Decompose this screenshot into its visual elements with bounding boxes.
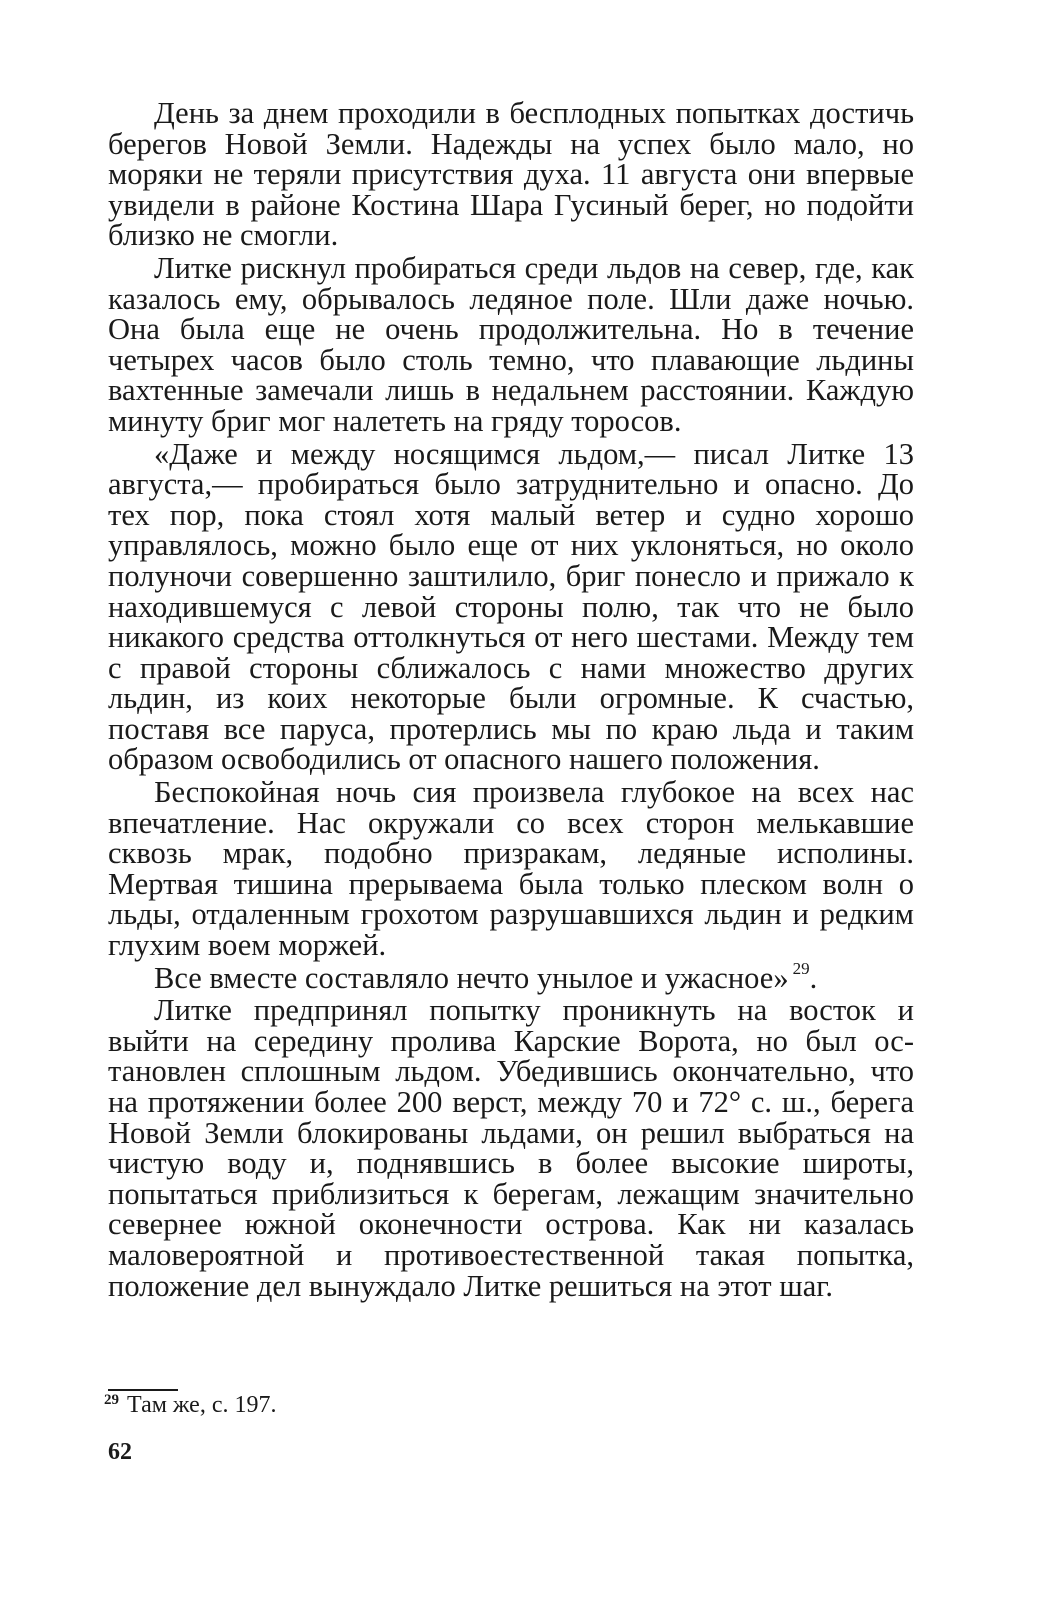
paragraph-2: Литке рискнул пробираться среди льдов на север, где, как казалось ему, обрывалось ледяное поле. Шли даже ночью. Она была еще не очень продолжительна. Но в течение четырех часов было столь темно, что плавающие льдины вахтенные замечали лишь в недальнем расстоянии. Каждую минуту бриг мог налететь на гряду торосов.	[108, 250, 914, 438]
paragraph-4: Беспокойная ночь сия произвела глубокое на всех нас впечатление. Нас окружали со всех сторон мелькавшие сквозь мрак, подобно призракам, ледяные исполины. Мертвая тишина прерываема была только плеском волн о льды, отдаленным грохотом разрушавшихся льдин и редким глухим воем моржей.	[108, 775, 914, 963]
paragraph-1: День за днем проходили в бесплодных попытках достичь берегов Новой Земли. Надежды на успех было мало, но моряки не теряли присутствия духа. 11 августа они впервые увидели в районе Костина Шара Гусиный берег, но подойти близко не смогли.	[108, 96, 914, 253]
paragraph-5-text: Все вместе составляло нечто унылое и ужасное»	[154, 960, 789, 995]
footnote-text: Там же, с. 197.	[127, 1392, 277, 1418]
paragraph-3: «Даже и между носящимся льдом,— писал Литке 13 августа,— пробираться было затруднительно и опасно. До тех пор, пока стоял хотя малый ветер и судно хорошо управлялось, можно было еще от них уклоняться, но около полуночи совершенно заштилило, бриг понесло и прижало к находившемуся с левой стороны полю, так что не было никакого средства оттолкнуться от него шестами. Между тем с правой стороны сближалось с нами множество других льдин, из коих некоторые были огромные. К счастью, поставя все паруса, протерлись мы по краю льда и таким образом освободились от опасного нашего положения.	[108, 436, 914, 777]
footnote-reference[interactable]: 29	[792, 958, 810, 978]
page-number: 62	[108, 1439, 132, 1465]
page-body	[108, 98, 914, 1301]
paragraph-6: Литке предпринял попытку проникнуть на восток и выйти на середину пролива Карские Ворота, но был остановлен сплошным льдом. Убедившись окончательно, что на протяжении более 200 верст, между 70 и 72° с. ш., берега Новой Земли блокированы льдами, он решил выбраться на чистую воду и, поднявшись в более высокие широты, попытаться приблизиться к берегам, лежащим значительно севернее южной оконечности острова. Как ни казалась маловероятной и противоестественной такая попытка, положение дел вынуждало Литке решиться на этот шаг.	[108, 993, 914, 1303]
footnote	[104, 1390, 276, 1420]
footnote-marker: 29	[104, 1392, 119, 1408]
paragraph-5: Все вместе составляло нечто унылое и ужасное» $^{29}$.	[154, 958, 818, 995]
